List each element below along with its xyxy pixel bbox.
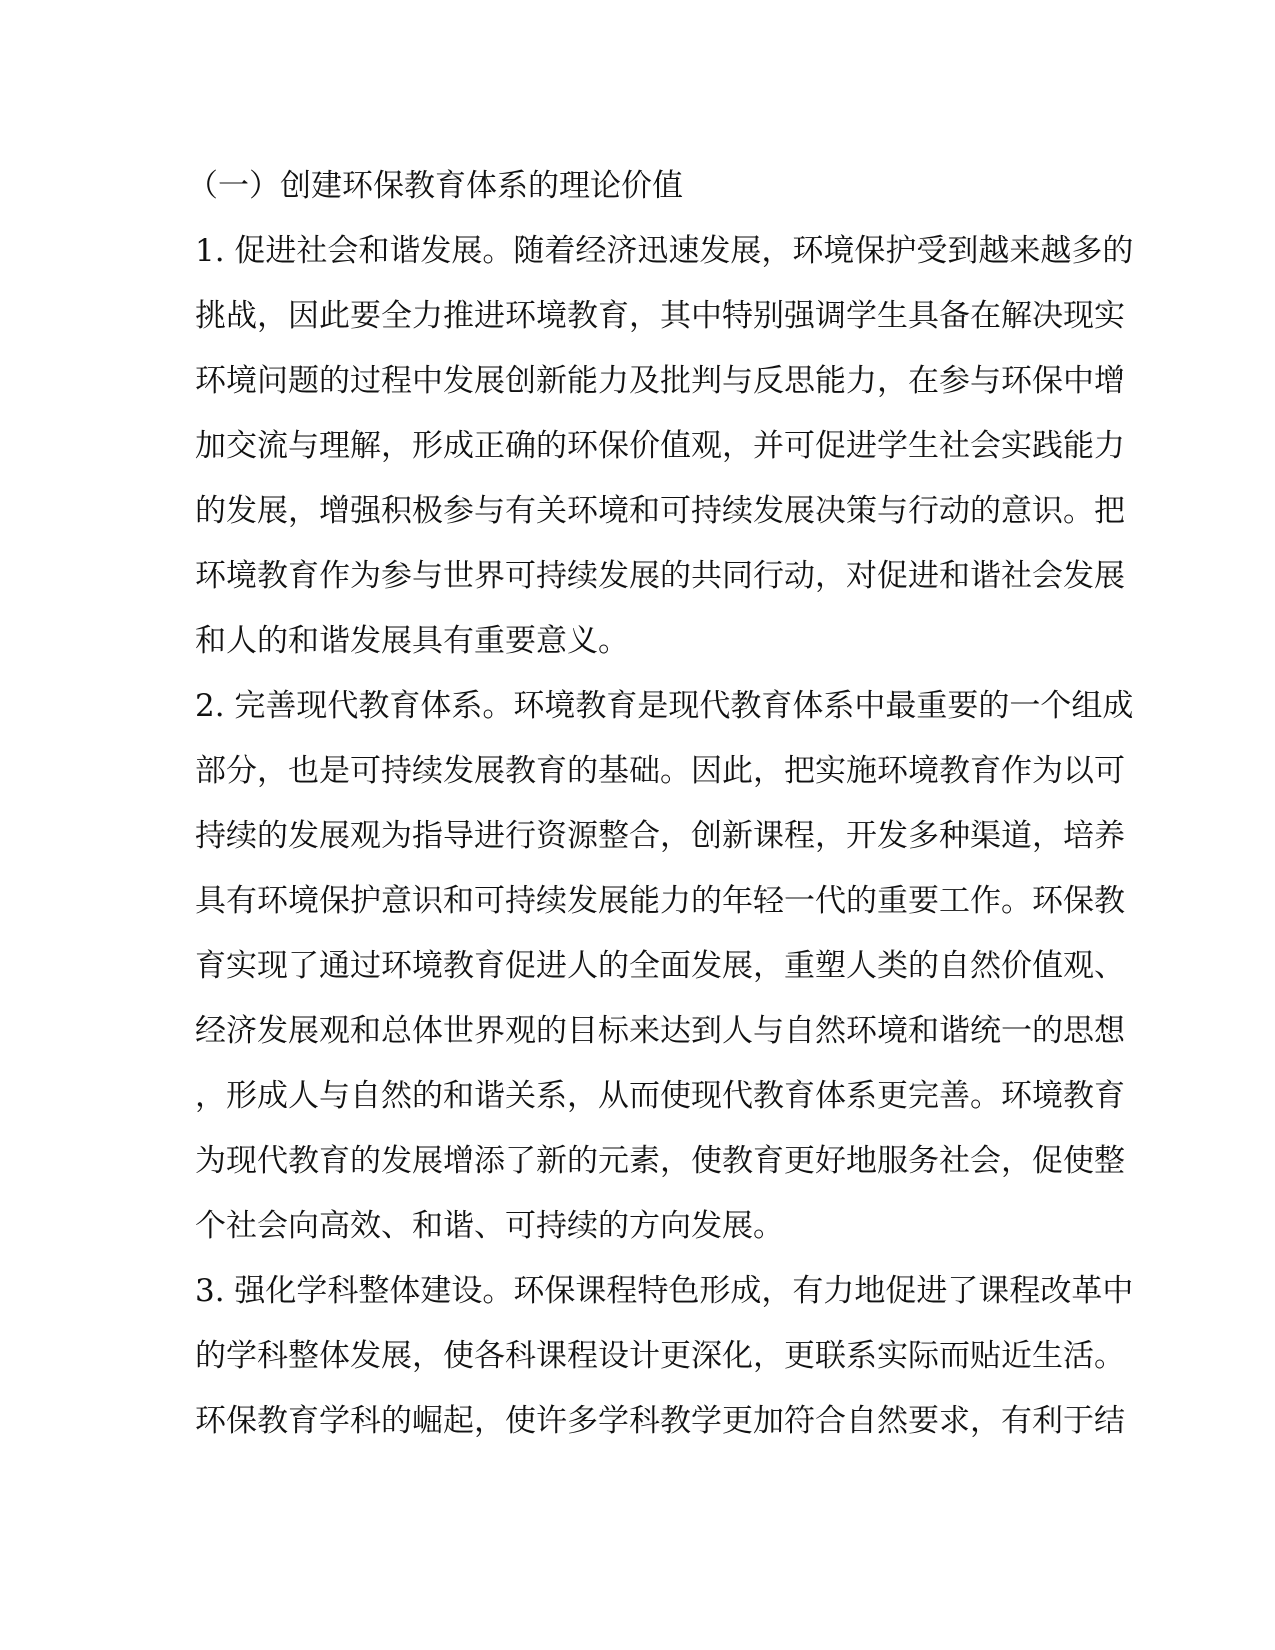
section-heading: （一）创建环保教育体系的理论价值 xyxy=(187,168,683,204)
paragraph-3 xyxy=(195,1259,1134,1454)
paragraph-line: ，形成人与自然的和谐关系，从而使现代教育体系更完善。环境教育 xyxy=(195,1078,1125,1114)
paragraph-line: 和人的和谐发展具有重要意义。 xyxy=(195,623,629,659)
paragraph-line: 经济发展观和总体世界观的目标来达到人与自然环境和谐统一的思想 xyxy=(195,1013,1125,1049)
paragraph-line: 持续的发展观为指导进行资源整合，创新课程，开发多种渠道，培养 xyxy=(195,818,1125,854)
paragraph-line: 的发展，增强积极参与有关环境和可持续发展决策与行动的意识。把 xyxy=(195,493,1125,529)
paragraph-line: 环境教育作为参与世界可持续发展的共同行动，对促进和谐社会发展 xyxy=(195,558,1125,594)
paragraph-line: 环境问题的过程中发展创新能力及批判与反思能力，在参与环保中增 xyxy=(195,363,1125,399)
paragraph-line: 育实现了通过环境教育促进人的全面发展，重塑人类的自然价值观、 xyxy=(195,948,1125,984)
paragraph-line: 1. 促进社会和谐发展。随着经济迅速发展，环境保护受到越来越多的 xyxy=(195,233,1134,269)
paragraph-line: 3. 强化学科整体建设。环保课程特色形成，有力地促进了课程改革中 xyxy=(195,1273,1134,1309)
paragraph-line: 部分，也是可持续发展教育的基础。因此，把实施环境教育作为以可 xyxy=(195,753,1125,789)
document-body xyxy=(187,154,1134,1454)
paragraph-line: 加交流与理解，形成正确的环保价值观，并可促进学生社会实践能力 xyxy=(195,428,1125,464)
paragraph-line: 具有环境保护意识和可持续发展能力的年轻一代的重要工作。环保教 xyxy=(195,883,1125,919)
paragraph-line: 个社会向高效、和谐、可持续的方向发展。 xyxy=(195,1208,784,1244)
paragraph-line: 的学科整体发展，使各科课程设计更深化，更联系实际而贴近生活。 xyxy=(195,1338,1125,1374)
paragraph-line: 2. 完善现代教育体系。环境教育是现代教育体系中最重要的一个组成 xyxy=(195,688,1134,724)
paragraph-line: 环保教育学科的崛起，使许多学科教学更加符合自然要求，有利于结 xyxy=(195,1403,1125,1439)
paragraph-1 xyxy=(195,219,1134,674)
paragraph-2 xyxy=(195,674,1134,1259)
paragraph-line: 为现代教育的发展增添了新的元素，使教育更好地服务社会，促使整 xyxy=(195,1143,1125,1179)
paragraph-line: 挑战，因此要全力推进环境教育，其中特别强调学生具备在解决现实 xyxy=(195,298,1125,334)
